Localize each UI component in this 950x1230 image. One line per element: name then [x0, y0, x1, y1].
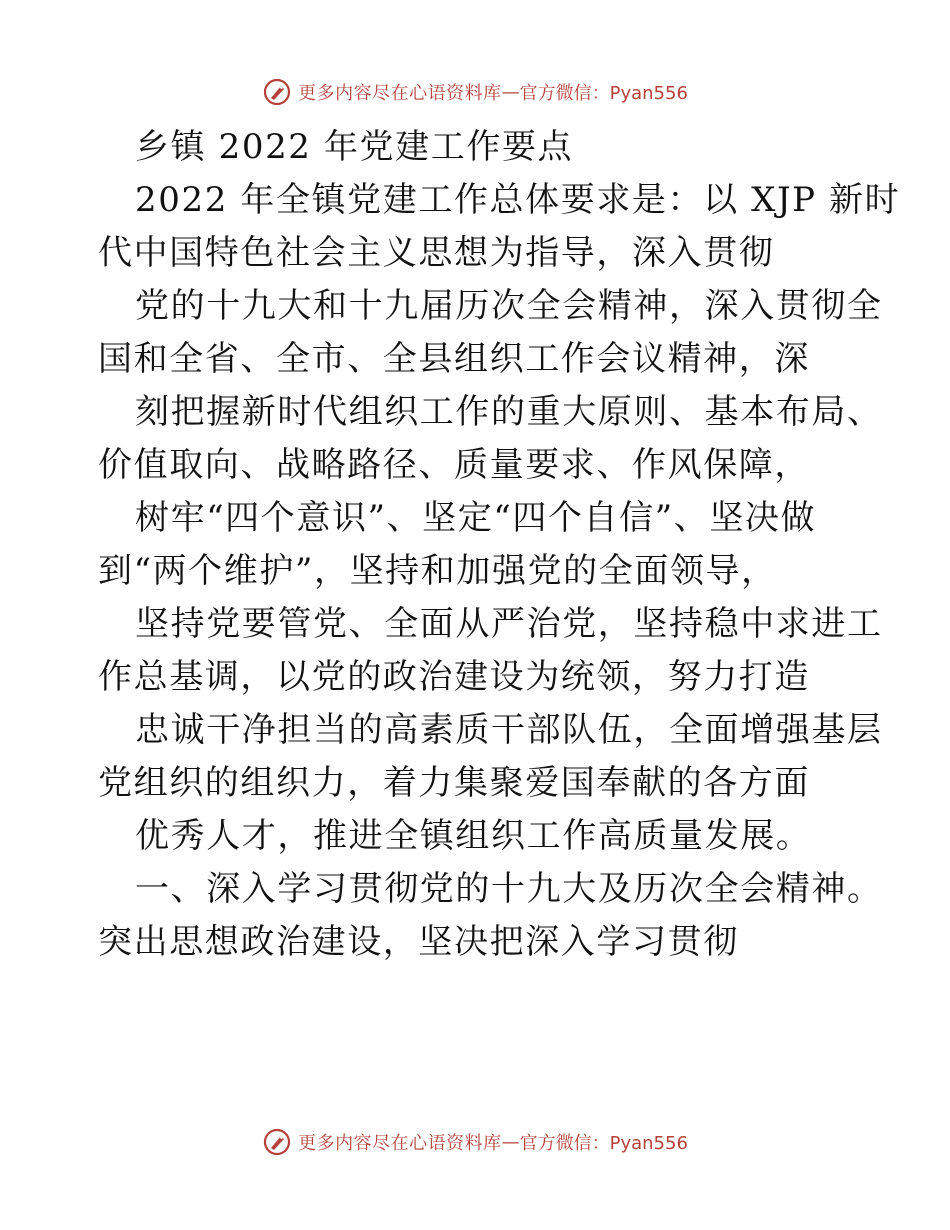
document-body	[98, 121, 901, 969]
text-line: 党的十九大和十九届历次全会精神，深入贯彻全	[135, 286, 883, 326]
document-title: 乡镇 2022 年党建工作要点	[135, 127, 574, 167]
text-line: 代中国特色社会主义思想为指导，深入贯彻	[98, 233, 775, 273]
watermark-contact: 官方微信：Pyan556	[519, 83, 688, 104]
text-line: 价值取向、战略路径、质量要求、作风保障，	[98, 445, 810, 485]
watermark-header	[0, 72, 950, 112]
watermark-footer	[0, 1122, 950, 1162]
text-line: 2022 年全镇党建工作总体要求是：以 XJP 新时	[135, 180, 901, 220]
pen-nib-circle-icon	[262, 1127, 292, 1157]
watermark-contact: 官方微信：Pyan556	[519, 1133, 688, 1154]
text-line: 党组织的组织力，着力集聚爱国奉献的各方面	[98, 763, 810, 803]
text-line: 作总基调，以党的政治建设为统领，努力打造	[98, 657, 810, 697]
text-line: 忠诚干净担当的高素质干部队伍，全面增强基层	[135, 710, 883, 750]
watermark-dash: —	[501, 81, 520, 103]
text-line: 国和全省、全市、全县组织工作会议精神，深	[98, 339, 810, 379]
text-line: 优秀人才，推进全镇组织工作高质量发展。	[135, 816, 812, 856]
text-line: 树牢“四个意识”、坚定“四个自信”、坚决做	[135, 498, 817, 538]
text-line: 一、深入学习贯彻党的十九大及历次全会精神。	[135, 869, 883, 909]
text-line: 突出思想政治建设，坚决把深入学习贯彻	[98, 922, 739, 962]
watermark-dash: —	[501, 1131, 520, 1153]
watermark-text: 更多内容尽在心语资料库	[298, 83, 502, 104]
text-line: 坚持党要管党、全面从严治党，坚持稳中求进工	[135, 604, 883, 644]
pen-nib-circle-icon	[262, 77, 292, 107]
text-line: 到“两个维护”，坚持和加强党的全面领导，	[98, 551, 777, 591]
text-line: 刻把握新时代组织工作的重大原则、基本布局、	[135, 392, 883, 432]
watermark-text: 更多内容尽在心语资料库	[298, 1133, 502, 1154]
